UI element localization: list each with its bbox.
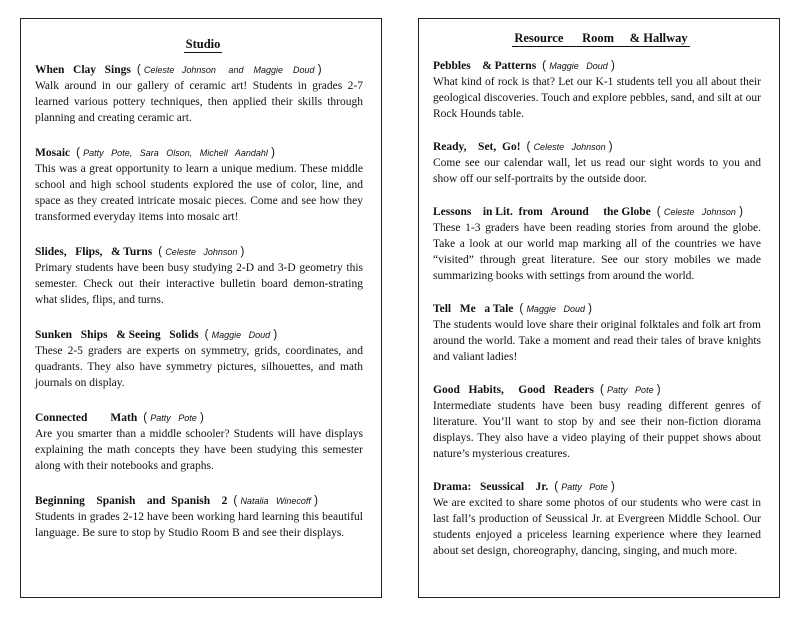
- entry-authors: ( Maggie Doud ): [519, 304, 592, 314]
- entry-body: Are you smarter than a middle schooler? Students will have displays explaining the math concepts they have been studying this semester along with their notebooks and graphs.: [35, 428, 363, 472]
- entry-title: Sunken Ships & Seeing Solids: [35, 329, 199, 341]
- entry-authors: ( Patty Pote ): [600, 385, 661, 395]
- entry-title: Slides, Flips, & Turns: [35, 246, 153, 258]
- entry-title: Good Habits, Good Readers: [433, 384, 595, 396]
- entry-lessons-in-lit: [433, 204, 769, 284]
- entry-body: These 1-3 graders have been reading stories from around the globe. Take a look at our world map marking all of the countries we have “visited” through great literature. See our story mobiles we made summarizing books with settings from around the world.: [433, 222, 761, 282]
- entry-body: Come see our calendar wall, let us read our sight words to you and show off our self-portraits by the outside door.: [433, 157, 761, 185]
- entry-authors: ( Natalia Winecoff ): [233, 496, 318, 506]
- entry-authors: ( Celeste Johnson ): [657, 207, 743, 217]
- entry-title: Ready, Set, Go!: [433, 141, 521, 153]
- entry-ready-set-go: [433, 139, 769, 187]
- entry-mosaic: [35, 145, 371, 225]
- entry-body: Primary students have been busy studying 2-D and 3-D geometry this semester. Check out their interactive bulletin board demon-strating what slides, flips, and turns.: [35, 262, 363, 306]
- entry-sunken-ships: [35, 327, 371, 391]
- entry-title: When Clay Sings: [35, 64, 131, 76]
- entry-good-habits: [433, 382, 769, 462]
- entry-authors: ( Maggie Doud ): [542, 61, 615, 71]
- entry-body: The students would love share their original folktales and folk art from around the world. Take a moment and read their tales of brave knights and valiant ladies!: [433, 319, 761, 363]
- entry-title: Connected Math: [35, 412, 138, 424]
- entry-slides-flips-turns: [35, 244, 371, 308]
- entry-title: Tell Me a Tale: [433, 303, 514, 315]
- entry-body: Intermediate students have been busy reading different genres of literature. You’ll want to stop by and see their non-fiction diorama displays. They also have a video playing of their puppet shows about nature’s mysterious creatures.: [433, 400, 761, 460]
- entry-authors: ( Celeste Johnson ): [527, 142, 613, 152]
- entry-pebbles-patterns: [433, 58, 769, 122]
- entry-body: These 2-5 graders are experts on symmetry, grids, coordinates, and quadrants. They also have symmetry pictures, silhouettes, and math journals on display.: [35, 345, 363, 389]
- resource-room-title: Resource Room & Hallway: [514, 31, 688, 45]
- studio-panel: [20, 18, 382, 598]
- entry-spanish: [35, 493, 371, 541]
- entry-title: Mosaic: [35, 147, 71, 159]
- entry-authors: ( Patty Pote, Sara Olson, Michell Aandahl ): [76, 148, 275, 158]
- entry-title: Pebbles & Patterns: [433, 60, 537, 72]
- resource-room-panel: [418, 18, 780, 598]
- entry-body: We are excited to share some photos of our students who were cast in last fall’s production of Seussical Jr. at Evergreen Middle School. Our students enjoyed a priceless learning experience where they learned about set design, choreography, dancing, singing, and much more.: [433, 497, 761, 557]
- entry-authors: ( Celeste Johnson and Maggie Doud ): [137, 65, 322, 75]
- entry-title: Lessons in Lit. from Around the Globe: [433, 206, 651, 218]
- entry-tell-me-a-tale: [433, 301, 769, 365]
- entry-authors: ( Patty Pote ): [143, 413, 204, 423]
- entry-authors: ( Patty Pote ): [554, 482, 615, 492]
- entry-body: Walk around in our gallery of ceramic art! Students in grades 2-7 learned various pottery techniques, then applied their skills through planning and creating ceramic art.: [35, 80, 363, 124]
- entry-body: Students in grades 2-12 have been working hard learning this beautiful language. Be sure to stop by Studio Room B and see their displays.: [35, 511, 363, 539]
- entry-title: Drama: Seussical Jr.: [433, 481, 549, 493]
- entry-authors: ( Celeste Johnson ): [158, 247, 244, 257]
- entry-body: This was a great opportunity to learn a unique medium. These middle school and high school students explored the use of color, line, and space as they created intricate mosaic pieces. Come and see how they transformed everyday items into mosaic art!: [35, 163, 363, 223]
- studio-title: Studio: [185, 37, 221, 51]
- entry-connected-math: [35, 410, 371, 474]
- entry-title: Beginning Spanish and Spanish 2: [35, 495, 228, 507]
- entry-authors: ( Maggie Doud ): [205, 330, 278, 340]
- entry-when-clay-sings: [35, 62, 371, 126]
- entry-drama-seussical: [433, 479, 769, 559]
- entry-body: What kind of rock is that? Let our K-1 students tell you all about their geological discoveries. Touch and explore pebbles, sand, and silt at our Rock Hounds table.: [433, 76, 761, 120]
